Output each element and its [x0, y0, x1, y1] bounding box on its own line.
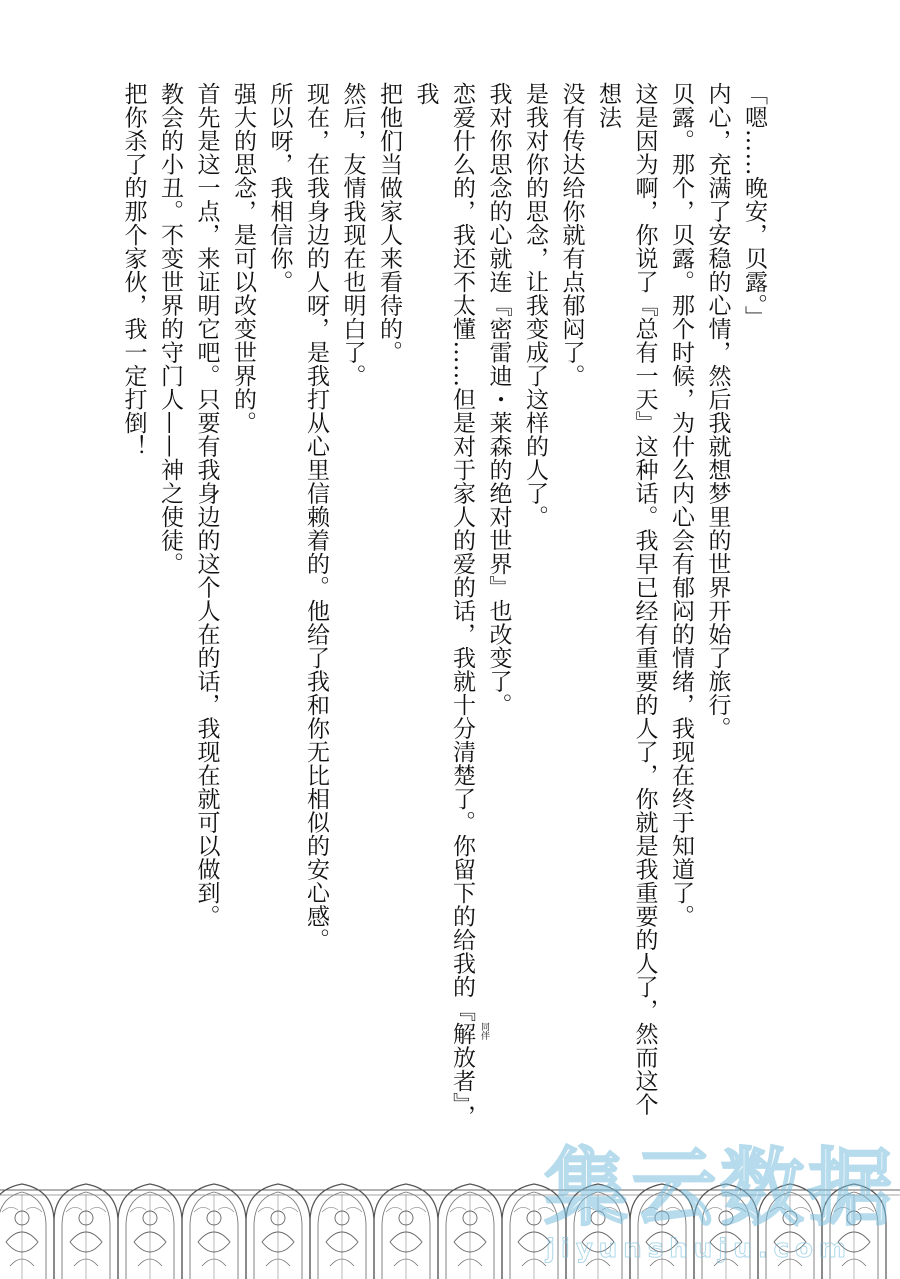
watermark [530, 1138, 900, 1279]
ruby-text: 同伴 [479, 1022, 489, 1040]
paragraph-goodnight: 「嗯……晚安，贝露。」 [741, 82, 767, 329]
watermark-sub-text: jiyunshuju.com [546, 1234, 852, 1264]
paragraph-church-clown: 教会的小丑。不变世界的守门人——神之使徒。 [157, 82, 183, 576]
paragraph-strong-thoughts: 强大的思念，是可以改变世界的。 [230, 82, 256, 435]
paragraph-family-love [407, 82, 489, 1132]
ruby-base: 解放者 [449, 1022, 475, 1093]
paragraph-believe: 所以呀，我相信你。 [266, 82, 293, 294]
paragraph-inner-heart: 内心，充满了安稳的心情，然后我就想梦里的世界开始了旅行。 [704, 82, 731, 740]
family-love-post: 』，我 [412, 82, 475, 1128]
paragraph-defeat: 把你杀了的那个家伙，我一定打倒！ [120, 82, 147, 458]
vertical-text-body [120, 82, 772, 1132]
paragraph-beru: 贝露。那个，贝露。那个时候，为什么内心会有郁闷的情绪，我现在终于知道了。 [668, 82, 694, 928]
paragraph-someday-cont: 没有传达给你就有点郁闷了。 [558, 82, 585, 388]
watermark-main-text: 集云数据 [544, 1139, 897, 1237]
ruby-liberators [449, 1022, 489, 1093]
paragraph-trust: 现在，在我身边的人呀，是我打从心里信赖着的。他给了我和你无比相似的安心感。 [303, 82, 329, 952]
paragraph-someday: 这是因为啊，你说了『总有一天』这种话。我早已经有重要的人了，你就是我重要的人了，然而这个想法 [595, 82, 658, 1116]
paragraph-absolute-world: 我对你思念的心就连『密雷迪・莱森的绝对世界』也改变了。 [485, 82, 512, 717]
paragraph-thoughts: 是我对你的思念，让我变成了这样的人了。 [522, 82, 548, 529]
paragraph-family-cont: 把他们当做家人来看待的。 [376, 82, 402, 364]
paragraph-friendship: 然后，友情我现在也明白了。 [339, 82, 366, 388]
family-love-pre: 恋爱什么的，我还不太懂……但是对于家人的爱的话，我就十分清楚了。你留下的给我的『 [449, 82, 475, 1022]
paragraph-prove: 首先是这一点，来证明它吧。只要有我身边的这个人在的话，我现在就可以做到。 [193, 82, 220, 928]
